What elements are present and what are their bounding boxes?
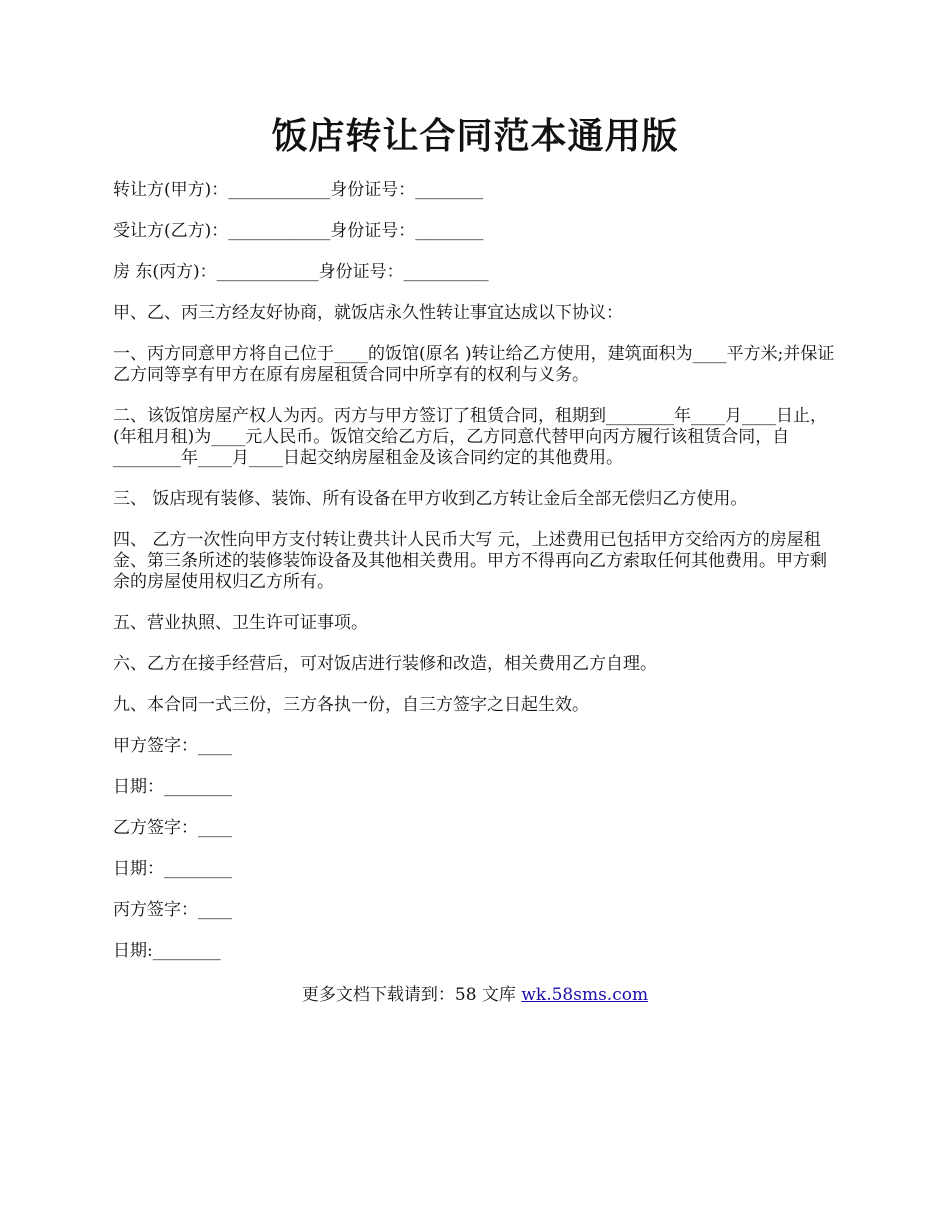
footer <box>0 984 950 1006</box>
clause-9: 九、本合同一式三份，三方各执一份，自三方签字之日起生效。 <box>113 695 589 715</box>
party-a-line: 转让方(甲方)：____________身份证号：________ <box>113 180 484 200</box>
preamble-paragraph: 甲、乙、丙三方经友好协商，就饭店永久性转让事宜达成以下协议： <box>113 303 623 323</box>
party-a-date: 日期：________ <box>113 777 232 797</box>
clause-1: 一、丙方同意甲方将自己位于____的饭馆(原名 )转让给乙方使用，建筑面积为____平方米;并保证乙方同等享有甲方在原有房屋租赁合同中所享有的权利与义务。 <box>113 344 835 385</box>
footer-link[interactable]: wk.58sms.com <box>521 985 649 1005</box>
party-b-date: 日期：________ <box>113 859 232 879</box>
document-title: 饭店转让合同范本通用版 <box>271 115 679 157</box>
footer-text: 更多文档下载请到：58 文库 <box>301 985 522 1005</box>
clause-3: 三、 饭店现有装修、装饰、所有设备在甲方收到乙方转让金后全部无偿归乙方使用。 <box>113 489 748 509</box>
party-b-line: 受让方(乙方)：____________身份证号：________ <box>113 221 484 241</box>
party-c-line: 房 东(丙方)：____________身份证号：__________ <box>113 262 489 282</box>
clause-2: 二、该饭馆房屋产权人为丙。丙方与甲方签订了租赁合同，租期到________年____月____日止，(年租月租)为____元人民币。饭馆交给乙方后，乙方同意代替甲向丙方履行该租赁合同，自________年____月____日起交纳房屋租金及该合同约定的其他费用。 <box>113 406 827 468</box>
clause-4: 四、 乙方一次性向甲方支付转让费共计人民币大写 元，上述费用已包括甲方交给丙方的房屋租金、第三条所述的装修装饰设备及其他相关费用。甲方不得再向乙方索取任何其他费用。甲方剩余的房屋使用权归乙方所有。 <box>113 530 827 592</box>
party-a-signature: 甲方签字：____ <box>113 736 232 756</box>
party-b-signature: 乙方签字：____ <box>113 818 232 838</box>
party-c-signature: 丙方签字：____ <box>113 900 232 920</box>
clause-6: 六、乙方在接手经营后，可对饭店进行装修和改造，相关费用乙方自理。 <box>113 654 657 674</box>
clause-5: 五、营业执照、卫生许可证事项。 <box>113 613 368 633</box>
party-c-date: 日期:________ <box>113 941 221 961</box>
document-body <box>113 180 843 982</box>
